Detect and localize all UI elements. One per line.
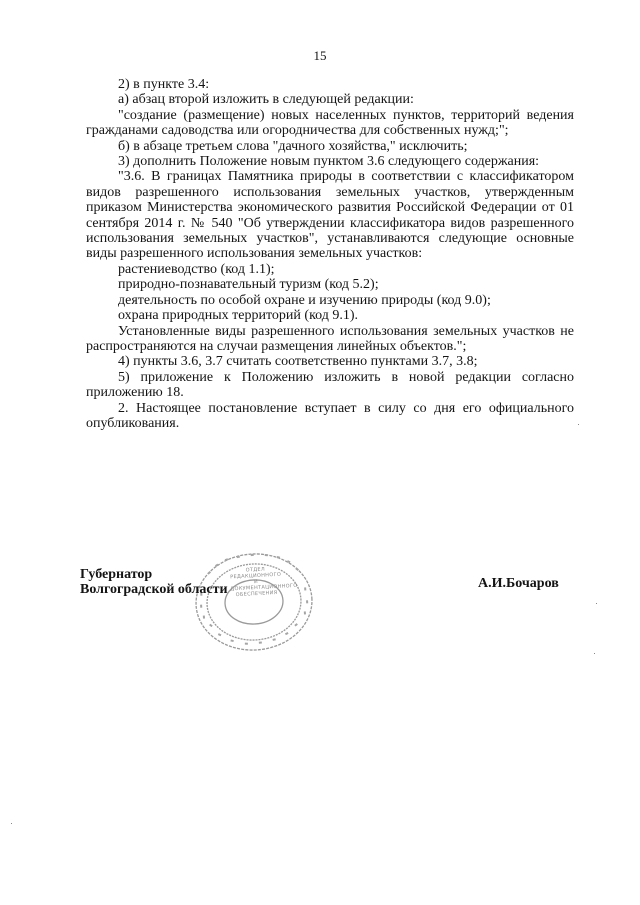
scan-speck: [596, 603, 597, 604]
paragraph-item-a: а) абзац второй изложить в следующей редакции:: [118, 92, 414, 108]
seal-inner-text: ОТДЕЛ РЕДАКЦИОННОГО И ДОКУМЕНТАЦИОННОГО ОБЕСПЕЧЕНИЯ: [230, 566, 298, 599]
signature-block: [0, 567, 640, 677]
list-item: растениеводство (код 1.1);: [118, 261, 275, 277]
signatory-title-line2: Волгоградской области: [80, 582, 228, 597]
paragraph-quote-1: "создание (размещение) новых населенных пунктов, территорий ведения гражданами садоводства или огородничества для собственных нужд;";: [86, 107, 574, 139]
paragraph-item-2: 2) в пункте 3.4:: [118, 77, 210, 92]
list-item: природно-познавательный туризм (код 5.2);: [118, 277, 379, 293]
page-number: 15: [313, 48, 327, 63]
list-item: охрана природных территорий (код 9.1).: [118, 308, 359, 324]
signatory-title-line1: Губернатор: [80, 567, 153, 582]
scan-speck: [578, 424, 579, 425]
official-seal-stamp: [188, 549, 320, 655]
paragraph-restriction: Установленные виды разрешенного использования земельных участков не распространяются на случаи размещения линейных объектов.";: [86, 323, 574, 354]
scan-speck: [11, 823, 12, 824]
paragraph-item-4: 4) пункты 3.6, 3.7 считать соответственно пунктами 3.7, 3.8;: [118, 354, 478, 370]
scan-speck: [594, 653, 595, 654]
signatory-name: А.И.Бочаров: [478, 576, 559, 591]
paragraph-item-3: 3) дополнить Положение новым пунктом 3.6 следующего содержания:: [118, 154, 540, 170]
paragraph-clause-3-6: "3.6. В границах Памятника природы в соответствии с классификатором видов разрешенного использования земельных участков, утвержденным приказом Министерства экономического развития Российской Федерации от 01 сентября 2014 г. № 540 "Об утверждении классификатора видов разрешенного использования земельных участков", устанавливаются следующие основные виды разрешенного использования земельных участков:: [86, 169, 574, 262]
document-body: [86, 77, 574, 431]
paragraph-final: 2. Настоящее постановление вступает в силу со дня его официального опубликования.: [86, 400, 574, 431]
seal-graphic: [188, 549, 320, 655]
paragraph-item-b: б) в абзаце третьем слова "дачного хозяйства," исключить;: [118, 138, 468, 154]
list-item: деятельность по особой охране и изучению природы (код 9.0);: [118, 292, 491, 308]
paragraph-item-5: 5) приложение к Положению изложить в новой редакции согласно приложению 18.: [86, 369, 574, 401]
signatory-title: [80, 567, 228, 597]
